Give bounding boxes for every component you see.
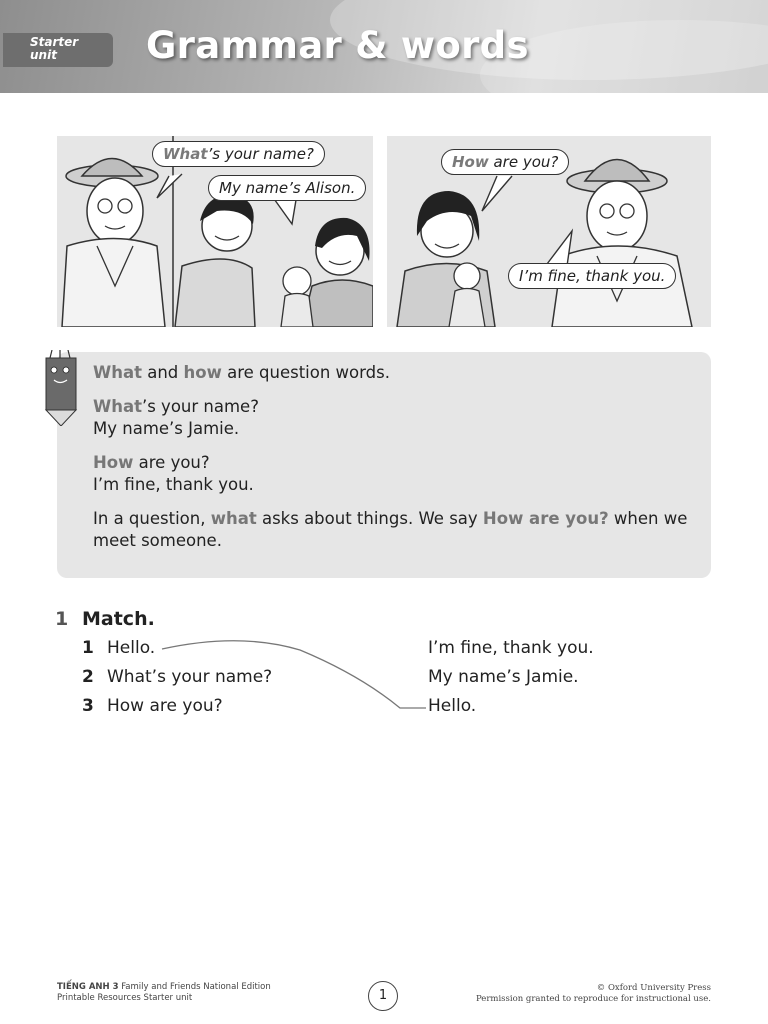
footer-line-1	[57, 982, 271, 993]
question-item	[82, 667, 272, 687]
text: ’s your name?	[141, 397, 259, 416]
speech-bubble-my-name-alison	[208, 175, 366, 201]
answer-item[interactable]: My name’s Jamie.	[428, 667, 579, 687]
page-header	[0, 0, 768, 93]
exercise-instruction: Match.	[82, 608, 155, 630]
text: I’m fine, thank you.	[93, 475, 254, 494]
unit-label-line1: Starter	[30, 35, 79, 49]
question-number: 2	[82, 667, 94, 687]
grammar-note	[93, 508, 693, 552]
keyword: what	[210, 509, 257, 528]
page-title: Grammar & words	[146, 24, 529, 67]
keyword: What	[93, 363, 142, 382]
footer-copyright	[476, 983, 711, 1005]
text: asks about things. We say	[256, 509, 483, 528]
comic-panel-right	[387, 136, 711, 327]
keyword: How	[93, 453, 134, 472]
exercise-number: 1	[55, 608, 69, 630]
pencil-icon	[40, 350, 84, 426]
question-number: 3	[82, 696, 94, 716]
question-text: How are you?	[107, 696, 223, 716]
text: In a question,	[93, 509, 211, 528]
question-text: What’s your name?	[107, 667, 273, 687]
text: are question words.	[221, 363, 390, 382]
answer-item[interactable]: I’m fine, thank you.	[428, 638, 594, 658]
grammar-line-question-words	[93, 362, 693, 384]
answer-item[interactable]: Hello.	[428, 696, 477, 716]
footer-line-2: Printable Resources Starter unit	[57, 993, 193, 1003]
question-text: Hello.	[107, 638, 156, 658]
unit-label-line2: unit	[30, 48, 57, 62]
grammar-example-2	[93, 452, 693, 496]
keyword: What	[93, 397, 142, 416]
page-number: 1	[368, 981, 398, 1011]
question-item	[82, 696, 223, 716]
bubble-text: ’s your name?	[207, 145, 314, 163]
text: and	[141, 363, 184, 382]
bubble-keyword: What	[163, 145, 208, 163]
speech-bubble-how-are-you	[441, 149, 569, 175]
keyword: How are you?	[482, 509, 609, 528]
speech-bubble-im-fine	[508, 263, 676, 289]
text: are you?	[133, 453, 210, 472]
bubble-keyword: How	[452, 153, 489, 171]
comic-panel-left	[57, 136, 373, 327]
footer-text: Family and Friends National Edition	[118, 982, 271, 992]
bubble-text: are you?	[488, 153, 559, 171]
footer-credits	[57, 982, 271, 1004]
keyword: how	[183, 363, 222, 382]
speech-bubble-whats-your-name	[152, 141, 325, 167]
grammar-example-1	[93, 396, 693, 440]
bubble-text: My name’s Alison.	[219, 179, 356, 197]
bubble-text: I’m fine, thank you.	[519, 267, 666, 285]
copyright-line: © Oxford University Press	[596, 983, 711, 993]
permission-line: Permission granted to reproduce for instructional use.	[475, 994, 711, 1004]
footer-brand: TIẾNG ANH 3	[57, 982, 119, 992]
question-item	[82, 638, 155, 658]
text: My name’s Jamie.	[93, 419, 240, 438]
grammar-explanation	[93, 362, 693, 564]
question-number: 1	[82, 638, 94, 658]
text: when we meet someone.	[93, 509, 688, 550]
unit-tab	[3, 33, 113, 67]
